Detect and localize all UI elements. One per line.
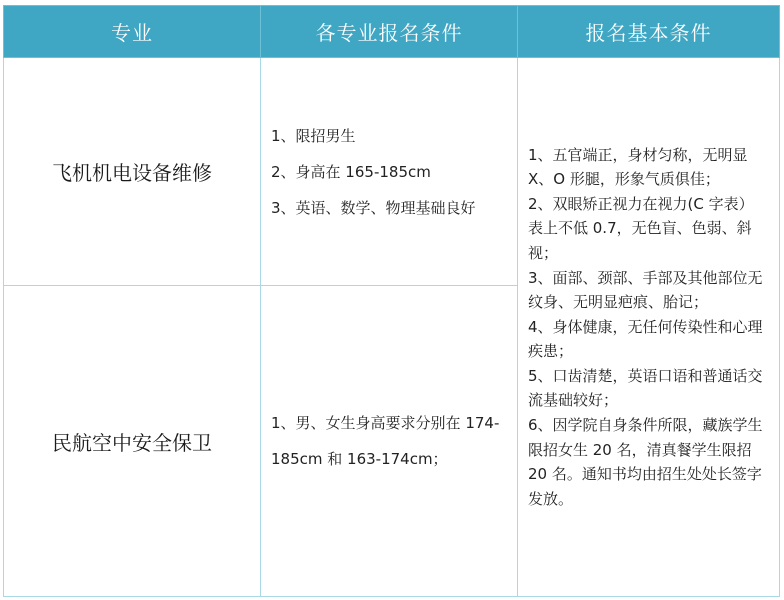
table-header-row xyxy=(4,6,780,58)
admission-requirements-table-frame xyxy=(3,5,779,597)
basic-condition-item: 4、身体健康，无任何传染性和心理疾患； xyxy=(528,317,763,361)
admission-requirements-table xyxy=(3,5,780,597)
basic-condition-item: 6、因学院自身条件所限，藏族学生限招女生 20 名，清真餐学生限招 20 名。通知书均由招生处处长签字发放。 xyxy=(528,416,763,508)
table-row xyxy=(4,58,780,286)
basic-condition-item: 3、面部、颈部、手部及其他部位无纹身、无明显疤痕、胎记； xyxy=(528,268,763,312)
header-major-requirements: 各专业报名条件 xyxy=(261,6,518,58)
major-requirements xyxy=(261,58,518,286)
basic-condition-item: 1、五官端正，身材匀称，无明显 X、O 形腿，形象气质俱佳； xyxy=(528,145,748,189)
header-major: 专业 xyxy=(4,6,261,58)
major-requirements xyxy=(261,286,518,597)
requirement-item: 1、男、女生身高要求分别在 174-185cm 和 163-174cm； xyxy=(271,414,500,468)
major-name: 民航空中安全保卫 xyxy=(4,286,261,597)
basic-condition-item: 5、口齿清楚，英语口语和普通话交流基础较好； xyxy=(528,366,763,410)
basic-condition-item: 2、双眼矫正视力在视力(C 字表）表上不低 0.7，无色盲、色弱、斜视； xyxy=(528,194,754,262)
header-basic-conditions: 报名基本条件 xyxy=(518,6,780,58)
requirement-item: 1、限招男生 xyxy=(271,126,356,145)
requirement-item: 2、身高在 165-185cm xyxy=(271,162,431,181)
requirement-item: 3、英语、数学、物理基础良好 xyxy=(271,198,476,217)
major-name: 飞机机电设备维修 xyxy=(4,58,261,286)
basic-conditions xyxy=(518,58,780,597)
